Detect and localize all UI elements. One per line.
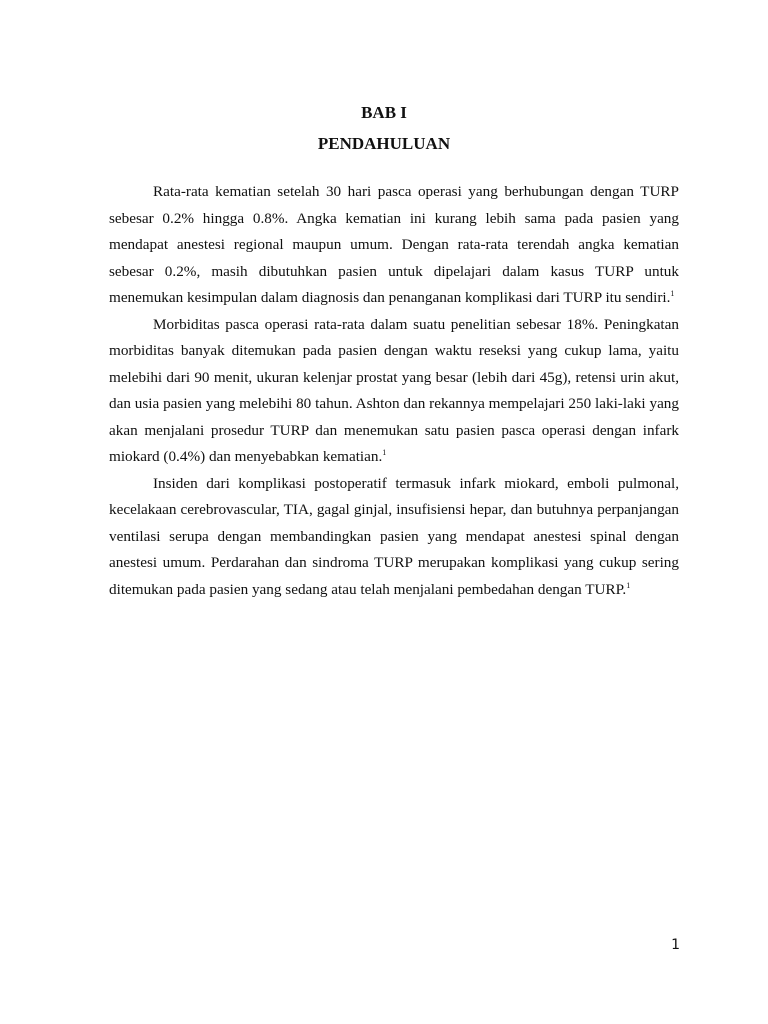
paragraph bbox=[109, 471, 679, 604]
paragraph-text: Morbiditas pasca operasi rata-rata dalam suatu penelitian sebesar 18%. Peningkatan morbiditas banyak ditemukan pada pasien dengan waktu reseksi yang cukup lama, yaitu melebihi dari 90 menit, ukuran kelenjar prostat yang besar (lebih dari 45g), retensi urin akut, dan usia pasien yang melebihi 80 tahun. Ashton dan rekannya mempelajari 250 laki-laki yang akan menjalani prosedur TURP dan menemukan satu pasien pasca operasi dengan infark miokard (0.4%) dan menyebabkan kematian. bbox=[109, 315, 679, 465]
chapter-title: PENDAHULUAN bbox=[317, 134, 451, 153]
citation-ref: 1 bbox=[626, 580, 631, 590]
page-number: 1 bbox=[671, 937, 680, 953]
paragraph bbox=[109, 312, 679, 471]
paragraph-text: Rata-rata kematian setelah 30 hari pasca operasi yang berhubungan dengan TURP sebesar 0.2% hingga 0.8%. Angka kematian ini kurang lebih sama pada pasien yang mendapat anestesi regional maupun umum. Dengan rata-rata terendah angka kematian sebesar 0.2%, masih dibutuhkan pasien untuk dipelajari dalam kasus TURP untuk menemukan kesimpulan dalam diagnosis dan penanganan komplikasi dari TURP itu sendiri. bbox=[109, 183, 679, 306]
paragraph bbox=[109, 179, 679, 312]
body-text bbox=[109, 179, 679, 603]
citation-ref: 1 bbox=[670, 289, 675, 298]
citation-ref: 1 bbox=[382, 448, 387, 457]
paragraph-text: Insiden dari komplikasi postoperatif termasuk infark miokard, emboli pulmonal, kecelakaan cerebrovascular, TIA, gagal ginjal, insufisiensi hepar, dan butuhnya perpanjangan ventilasi serupa dengan membandingkan pasien yang mendapat anestesi spinal dengan anestesi umum. Perdarahan dan sindroma TURP merupakan komplikasi yang cukup sering ditemukan pada pasien yang sedang atau telah menjalani pembedahan dengan TURP. bbox=[109, 474, 679, 598]
chapter-label: BAB I bbox=[361, 103, 407, 122]
